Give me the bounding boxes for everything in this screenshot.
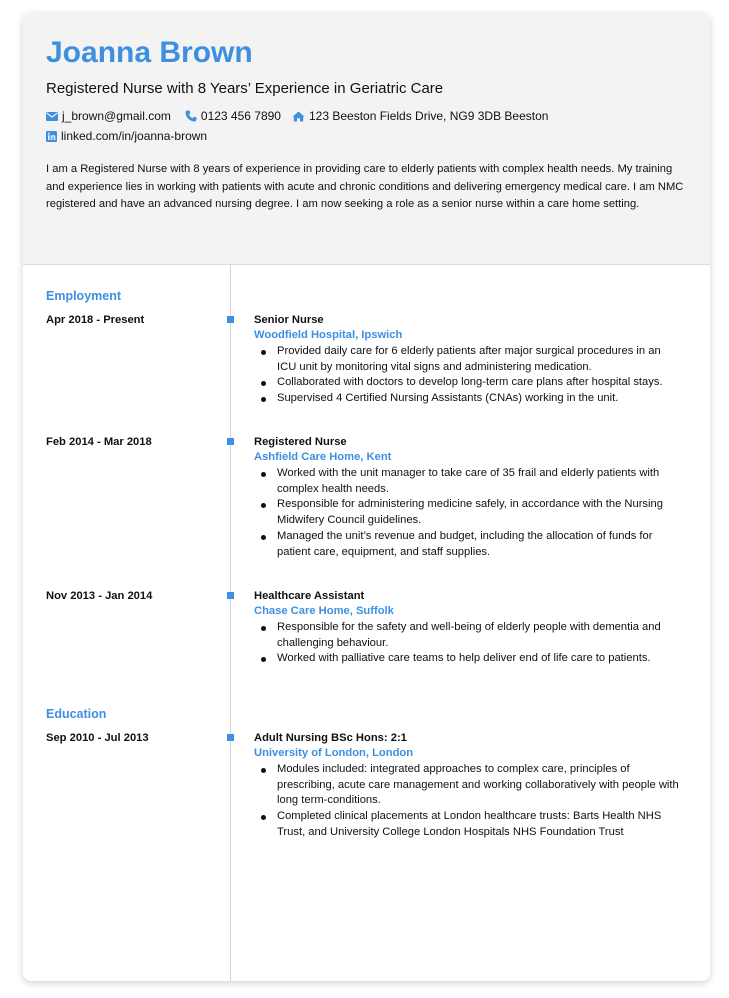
phone-icon [185,110,197,122]
entry-date: Feb 2014 - Mar 2018 [46,436,152,448]
entry-organization: Chase Care Home, Suffolk [254,605,394,617]
entry-organization: Woodfield Hospital, Ipswich [254,329,403,341]
linkedin-contact[interactable] [46,128,207,144]
resume-header [23,13,710,265]
entry-date: Sep 2010 - Jul 2013 [46,732,149,744]
entry-bullet: Worked with the unit manager to take care of 35 frail and elderly patients with complex health needs. [254,466,679,497]
entry-organization: University of London, London [254,747,414,759]
entry-bullet: Supervised 4 Certified Nursing Assistants (CNAs) working in the unit. [254,391,679,407]
resume-card [23,13,710,981]
timeline-line [230,264,231,981]
entry-bullet: Responsible for administering medicine safely, in accordance with the Nursing Midwifery Council guidelines. [254,497,679,528]
contact-row-primary [46,108,558,124]
email-text: j_brown@gmail.com [62,109,171,123]
envelope-icon [46,112,58,121]
entry-date: Apr 2018 - Present [46,314,145,326]
entry-bullet: Provided daily care for 6 elderly patients after major surgical procedures in an ICU unit by monitoring vital signs and administering medication. [254,344,679,375]
entry-date: Nov 2013 - Jan 2014 [46,590,153,602]
linkedin-icon [46,131,57,142]
candidate-name: Joanna Brown [46,36,253,69]
entry-bullet: Responsible for the safety and well-being of elderly people with dementia and challenging behaviour. [254,620,679,651]
entry-role: Registered Nurse [254,436,347,448]
home-icon [292,111,305,122]
entry-bullet: Worked with palliative care teams to help deliver end of life care to patients. [254,651,679,667]
linkedin-text: linked.com/in/joanna-brown [61,129,208,143]
entry-bullet: Completed clinical placements at London healthcare trusts: Barts Health NHS Trust, and University College London Hospitals NHS Foundation Trust [254,809,679,840]
timeline-marker [227,592,234,599]
employment-heading: Employment [46,289,122,303]
entry-bullet: Modules included: integrated approaches to complex care, principles of prescribing, acute care management and working collaboratively with people with long term-conditions. [254,762,679,809]
address-contact [292,108,548,124]
entry-bullet-list [254,344,679,407]
timeline-marker [227,316,234,323]
phone-text: 0123 456 7890 [200,109,281,123]
education-heading: Education [46,707,107,721]
address-text: 123 Beeston Fields Drive, NG9 3DB Beeston [308,109,549,123]
profile-summary: I am a Registered Nurse with 8 years of experience in providing care to elderly patients with complex health needs. My training and experience lies in working with patients with acute and chronic conditions and delivering emergency medical care. I am NMC registered and have an advanced nursing degree. I am now seeking a role as a senior nurse within a care home setting. [46,163,684,210]
entry-bullet: Managed the unit’s revenue and budget, including the allocation of funds for patient care, equipment, and staff supplies. [254,529,679,560]
contact-row-secondary [46,128,217,144]
candidate-title: Registered Nurse with 8 Years’ Experience in Geriatric Care [46,80,444,97]
entry-role: Senior Nurse [254,314,324,326]
entry-bullet-list [254,620,679,667]
entry-bullet-list [254,466,679,560]
email-contact[interactable] [46,108,171,124]
entry-role: Adult Nursing BSc Hons: 2:1 [254,732,407,744]
entry-bullet-list [254,762,679,841]
entry-role: Healthcare Assistant [254,590,365,602]
entry-organization: Ashfield Care Home, Kent [254,451,392,463]
timeline-marker [227,438,234,445]
timeline-marker [227,734,234,741]
phone-contact[interactable] [185,108,281,124]
entry-bullet: Collaborated with doctors to develop long-term care plans after hospital stays. [254,375,679,391]
